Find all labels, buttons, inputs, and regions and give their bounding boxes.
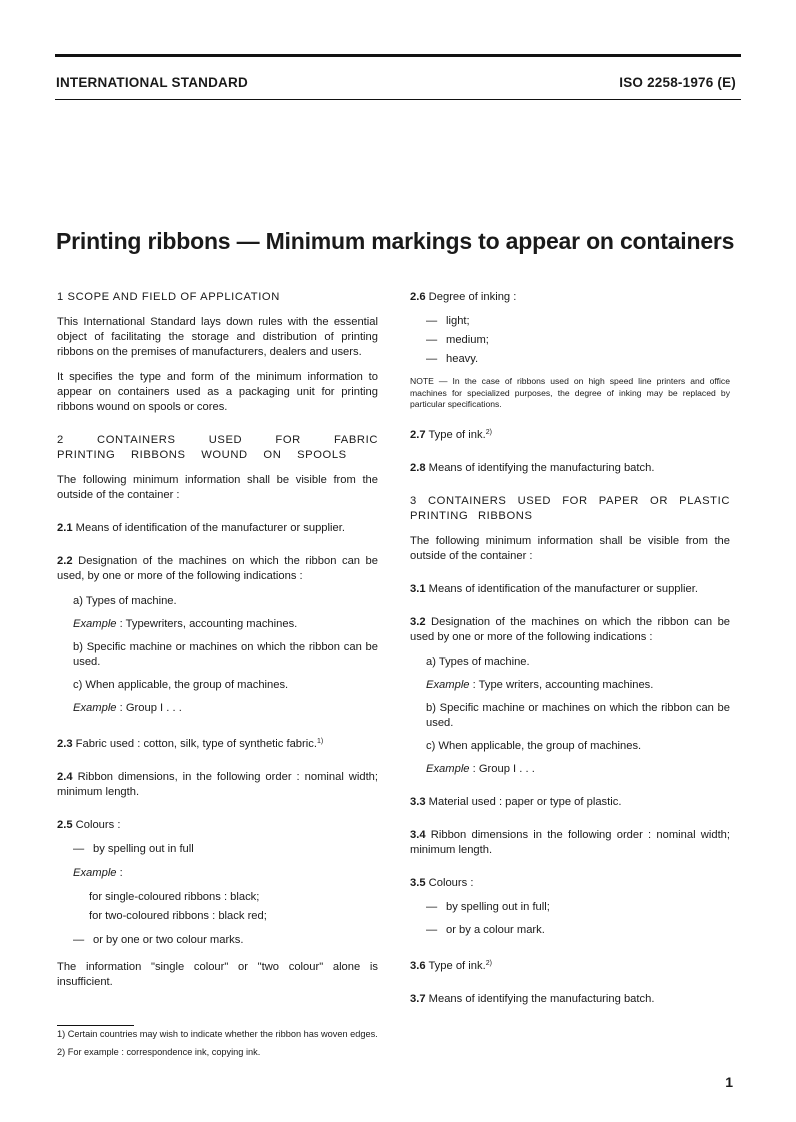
section-2-heading: 2 CONTAINERS USED FOR FABRIC PRINTING RIBBONS WOUND ON SPOOLS <box>57 434 378 461</box>
clause-3-4 <box>410 828 730 858</box>
clause-text: Material used : paper or type of plastic. <box>428 795 622 808</box>
clause-2-3 <box>57 734 378 752</box>
clause-number: 3.3 <box>410 795 426 808</box>
clause-text: Means of identification of the manufacturer or supplier. <box>428 582 698 595</box>
dash-item <box>410 314 730 329</box>
clause-text: Colours : <box>75 819 121 831</box>
clause-number: 3.2 <box>410 615 426 628</box>
inking-note: NOTE — In the case of ribbons used on high speed line printers and office machines for specialized purposes, the degree of inking may be replaced by particular specifications. <box>410 376 730 409</box>
section-2-para: The following minimum information shall be visible from the outside of the container : <box>57 474 378 501</box>
clause-text: Ribbon dimensions, in the following order : nominal width; minimum length. <box>57 771 379 798</box>
example-text: : Group I . . . <box>469 762 535 775</box>
clause-number: 3.6 <box>410 959 426 972</box>
dash-item-text: or by one or two colour marks. <box>93 934 244 946</box>
footnote-rule <box>57 1025 134 1026</box>
clause-3-2 <box>410 615 730 645</box>
standard-number: ISO 2258-1976 (E) <box>619 75 736 90</box>
clause-text: Degree of inking : <box>428 291 517 303</box>
clause-number: 2.8 <box>410 461 426 474</box>
item-a: a) Types of machine. <box>73 595 177 607</box>
clause-3-5 <box>410 876 730 891</box>
clause-text: Means of identifying the manufacturing batch. <box>428 461 655 474</box>
clause-text: Fabric used : cotton, silk, type of synthetic fabric. <box>75 738 317 750</box>
dash-item-text: by spelling out in full <box>93 843 194 855</box>
clause-text: Designation of the machines on which the ribbon can be used, by one or more of the following indications : <box>57 555 379 582</box>
clause-number: 3.7 <box>410 992 426 1005</box>
example-a <box>410 678 730 693</box>
item-b: b) Specific machine or machines on which the ribbon can be used. <box>73 641 378 668</box>
clause-text: Colours : <box>428 876 474 889</box>
clause-3-7 <box>410 992 730 1007</box>
dash-mark: — <box>426 334 438 346</box>
footnote-1: 1) Certain countries may wish to indicate whether the ribbon has woven edges. <box>57 1029 378 1039</box>
footnote-ref: 1) <box>316 738 324 745</box>
clause-text: Designation of the machines on which the ribbon can be used by one or more of the following indications : <box>410 615 731 643</box>
dash-item-text: light; <box>446 315 470 327</box>
left-column <box>57 290 378 990</box>
dash-item <box>410 333 730 348</box>
dash-item-text: by spelling out in full; <box>446 900 550 913</box>
dash-mark: — <box>426 923 438 936</box>
colour-note: The information "single colour" or "two colour" alone is insufficient. <box>57 961 378 988</box>
clause-2-2 <box>57 554 378 584</box>
clause-3-1 <box>410 582 730 597</box>
example-text: : Type writers, accounting machines. <box>469 678 654 691</box>
dash-item <box>410 923 730 938</box>
standard-label: INTERNATIONAL STANDARD <box>56 75 248 90</box>
clause-2-5 <box>57 818 378 833</box>
dash-mark: — <box>73 843 85 855</box>
clause-2-1 <box>57 521 378 536</box>
clause-number: 2.3 <box>57 738 73 750</box>
example-label: Example <box>426 678 470 691</box>
example-text: : Group I . . . <box>116 702 182 714</box>
example-text: : <box>116 867 123 879</box>
example-label: Example <box>426 762 470 775</box>
dash-item <box>57 842 378 857</box>
clause-number: 2.4 <box>57 771 73 783</box>
footnote-2: 2) For example : correspondence ink, copying ink. <box>57 1047 261 1057</box>
example-colours <box>57 866 378 881</box>
section-1-para-2: It specifies the type and form of the minimum information to appear on containers used as a packaging unit for printing ribbons wound on spools or cores. <box>57 371 378 413</box>
example-label: Example <box>73 618 117 630</box>
clause-number: 2.5 <box>57 819 73 831</box>
section-1-para-1: This International Standard lays down rules with the essential object of facilitating the storage and distribution of printing ribbons on the premises of manufacturers, dealers and users. <box>57 316 378 358</box>
page-number: 1 <box>725 1074 733 1090</box>
clause-2-6 <box>410 290 730 305</box>
example-text: : Typewriters, accounting machines. <box>116 618 298 630</box>
example-c <box>410 762 730 777</box>
clause-number: 2.1 <box>57 522 73 534</box>
dash-mark: — <box>426 353 438 365</box>
dash-mark: — <box>426 900 438 913</box>
dash-item <box>410 352 730 367</box>
example-label: Example <box>73 702 117 714</box>
dash-item-text: heavy. <box>446 353 479 365</box>
clause-number: 3.5 <box>410 876 426 889</box>
clause-text: Ribbon dimensions in the following order : nominal width; minimum length. <box>410 828 731 856</box>
clause-number: 2.7 <box>410 428 426 441</box>
clause-text: Means of identifying the manufacturing batch. <box>428 992 655 1005</box>
clause-text: Type of ink. <box>428 959 486 972</box>
clause-number: 3.1 <box>410 582 426 595</box>
example-a <box>57 617 378 632</box>
clause-number: 3.4 <box>410 828 426 841</box>
item-c: c) When applicable, the group of machines. <box>73 679 289 691</box>
item-b: b) Specific machine or machines on which the ribbon can be used. <box>426 701 730 729</box>
footnote-ref: 2) <box>485 428 492 436</box>
section-3-heading: 3 CONTAINERS USED FOR PAPER OR PLASTIC PRINTING RIBBONS <box>410 494 730 522</box>
dash-mark: — <box>73 934 85 946</box>
example-line-2: for two-coloured ribbons : black red; <box>89 910 267 922</box>
document-title: Printing ribbons — Minimum markings to appear on containers <box>56 228 735 254</box>
example-c <box>57 701 378 716</box>
clause-3-6 <box>410 956 730 974</box>
clause-2-7 <box>410 425 730 443</box>
example-label: Example <box>73 867 117 879</box>
clause-2-4 <box>57 770 378 800</box>
item-c: c) When applicable, the group of machines. <box>426 739 642 752</box>
footnote-ref: 2) <box>485 959 492 967</box>
clause-text: Type of ink. <box>428 428 486 441</box>
clause-3-3 <box>410 795 730 810</box>
dash-item <box>410 900 730 915</box>
clause-text: Means of identification of the manufacturer or supplier. <box>75 522 345 534</box>
header-top-rule <box>55 54 741 57</box>
item-a: a) Types of machine. <box>426 655 530 668</box>
dash-item <box>57 933 378 948</box>
clause-number: 2.2 <box>57 555 73 567</box>
right-column <box>410 290 730 1007</box>
dash-item-text: or by a colour mark. <box>446 923 545 936</box>
dash-mark: — <box>426 315 438 327</box>
clause-2-8 <box>410 461 730 476</box>
example-line-1: for single-coloured ribbons : black; <box>89 891 260 903</box>
header-bottom-rule <box>55 99 741 100</box>
section-3-para: The following minimum information shall be visible from the outside of the container : <box>410 534 730 562</box>
clause-number: 2.6 <box>410 291 426 303</box>
section-1-heading: 1 SCOPE AND FIELD OF APPLICATION <box>57 291 280 303</box>
dash-item-text: medium; <box>446 334 489 346</box>
